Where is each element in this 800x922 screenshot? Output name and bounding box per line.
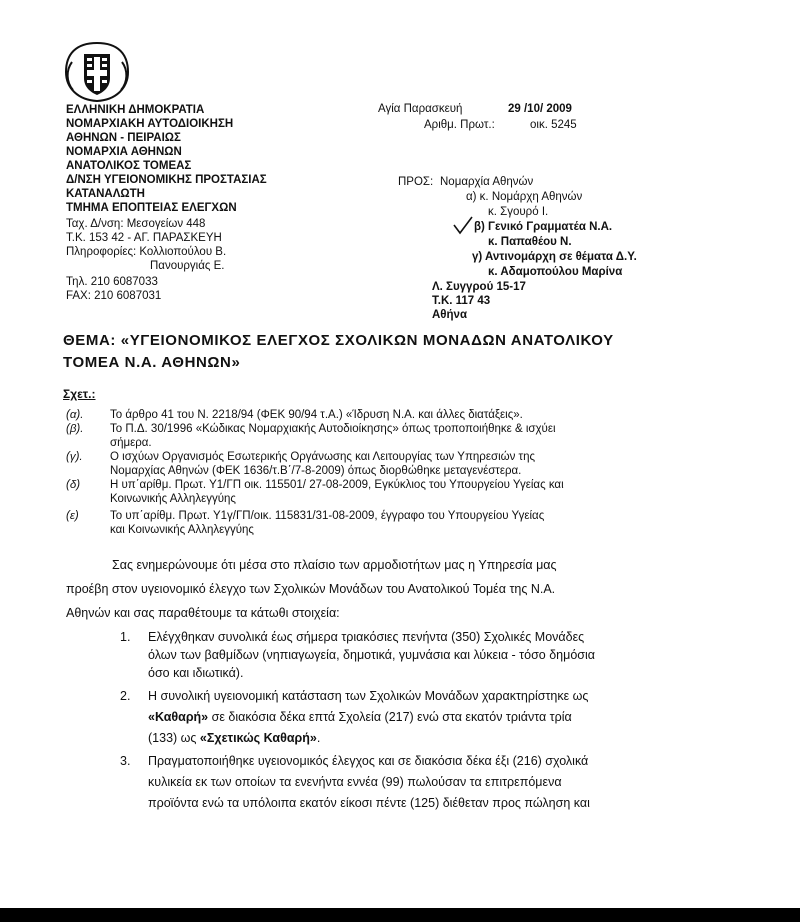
recipient-b: β) Γενικό Γραμματέα Ν.Α.: [474, 221, 613, 233]
sender-line: ΕΛΛΗΝΙΚΗ ΔΗΜΟΚΡΑΤΙΑ: [66, 104, 205, 116]
reference-text: Νομαρχίας Αθηνών (ΦΕΚ 1636/τ.Β΄/7-8-2009) όπως διορθώθηκε μεταγενέστερα.: [110, 465, 522, 477]
reference-text: Κοινωνικής Αλληλεγγύης: [110, 493, 236, 505]
reference-text: σήμερα.: [110, 437, 152, 449]
recipient-c-sub: κ. Αδαμοπούλου Μαρίνα: [488, 266, 623, 278]
subject-line: ΘΕΜΑ: «ΥΓΕΙΟΝΟΜΙΚΟΣ ΕΛΕΓΧΟΣ ΣΧΟΛΙΚΩΝ ΜΟΝΑΔΩΝ ΑΝΑΤΟΛΙΚΟΥ: [63, 332, 614, 349]
reference-text: Το υπ΄αρίθμ. Πρωτ. Υ1γ/ΓΠ/οικ. 115831/31-08-2009, έγγραφο του Υπουργείου Υγείας: [110, 510, 545, 522]
check-mark-icon: [452, 215, 474, 235]
greek-state-emblem: [58, 40, 136, 104]
point-number: 2.: [120, 689, 131, 703]
protocol-number: οικ. 5245: [530, 119, 577, 131]
reference-label: (α).: [66, 409, 84, 421]
sender-tel: Τηλ. 210 6087033: [66, 276, 158, 288]
reference-label: (β).: [66, 423, 84, 435]
recipient-address: Λ. Συγγρού 15-17: [432, 281, 526, 293]
sender-line: ΑΝΑΤΟΛΙΚΟΣ ΤΟΜΕΑΣ: [66, 160, 192, 172]
point-line: Η συνολική υγειονομική κατάσταση των Σχολικών Μονάδων χαρακτηρίστηκε ως: [148, 689, 589, 703]
protocol-label: Αριθμ. Πρωτ.:: [424, 119, 495, 131]
date-place: Αγία Παρασκευή: [378, 103, 463, 115]
reference-text: και Κοινωνικής Αλληλεγγύης: [110, 524, 254, 536]
point-line: [148, 731, 320, 745]
document-date: 29 /10/ 2009: [508, 103, 572, 115]
sender-line: ΝΟΜΑΡΧΙΑ ΑΘΗΝΩΝ: [66, 146, 182, 158]
point-line-text: .: [316, 731, 321, 745]
sender-line: Δ/ΝΣΗ ΥΓΕΙΟΝΟΜΙΚΗΣ ΠΡΟΣΤΑΣΙΑΣ: [66, 174, 267, 186]
reference-label: (γ).: [66, 451, 83, 463]
sender-postal: Τ.Κ. 153 42 - ΑΓ. ΠΑΡΑΣΚΕΥΗ: [66, 232, 222, 244]
reference-item: [66, 451, 706, 479]
reference-text: Το Π.Δ. 30/1996 «Κώδικας Νομαρχιακής Αυτοδιοίκησης» όπως τροποποιήθηκε & ισχύει: [110, 423, 556, 435]
recipient-b-sub: κ. Παπαθέου Ν.: [488, 236, 572, 248]
emphasis-clean: «Καθαρή»: [148, 710, 209, 724]
intro-line: Αθηνών και σας παραθέτουμε τα κάτωθι στοιχεία:: [66, 606, 340, 620]
recipient-postal: Τ.Κ. 117 43: [432, 295, 491, 307]
sender-info-2: Πανουργιάς Ε.: [150, 260, 225, 272]
recipient-org: Νομαρχία Αθηνών: [440, 176, 534, 188]
reference-text: Ο ισχύων Οργανισμός Εσωτερικής Οργάνωσης και Λειτουργίας των Υπηρεσιών της: [110, 451, 536, 463]
point-line: όσο και ιδιωτικά).: [148, 666, 244, 680]
sender-line: ΑΘΗΝΩΝ - ΠΕΙΡΑΙΩΣ: [66, 132, 181, 144]
reference-item: [66, 409, 706, 423]
point-line-text: (133) ως: [148, 731, 200, 745]
subject-line: ΤΟΜΕΑ Ν.Α. ΑΘΗΝΩΝ»: [63, 354, 241, 371]
sender-line: ΚΑΤΑΝΑΛΩΤΗ: [66, 188, 145, 200]
references-title: Σχετ.:: [63, 387, 96, 401]
intro-line: Σας ενημερώνουμε ότι μέσα στο πλαίσιο των αρμοδιοτήτων μας η Υπηρεσία μας: [112, 558, 557, 572]
sender-fax: FAX: 210 6087031: [66, 290, 162, 302]
point-number: 3.: [120, 754, 131, 768]
sender-info: Πληροφορίες: Κολλιοπούλου Β.: [66, 246, 227, 258]
sender-address: Ταχ. Δ/νση: Μεσογείων 448: [66, 218, 206, 230]
reference-label: (ε): [66, 510, 79, 522]
reference-item: [66, 423, 706, 451]
point-line: Ελέγχθηκαν συνολικά έως σήμερα τριακόσιες πενήντα (350) Σχολικές Μονάδες: [148, 630, 585, 644]
reference-text: Η υπ΄αρίθμ. Πρωτ. Υ1/ΓΠ οικ. 115501/ 27-08-2009, Εγκύκλιος του Υπουργείου Υγείας και: [110, 479, 564, 491]
recipient-prefix: ΠΡΟΣ:: [398, 176, 434, 188]
recipient-a: α) κ. Νομάρχη Αθηνών: [466, 191, 583, 203]
reference-item: [66, 510, 706, 538]
reference-item: [66, 479, 706, 507]
recipient-city: Αθήνα: [432, 309, 468, 321]
point-line: όλων των βαθμίδων (νηπιαγωγεία, δημοτικά, γυμνάσια και λύκεια - τόσο δημόσια: [148, 648, 595, 662]
point-line: [148, 710, 572, 724]
recipient-a-sub: κ. Σγουρό Ι.: [488, 206, 549, 218]
point-line: Πραγματοποιήθηκε υγειονομικός έλεγχος και σε διακόσια δέκα έξι (216) σχολικά: [148, 754, 589, 768]
sender-line: ΝΟΜΑΡΧΙΑΚΗ ΑΥΤΟΔΙΟΙΚΗΣΗ: [66, 118, 234, 130]
reference-text: Το άρθρο 41 του Ν. 2218/94 (ΦΕΚ 90/94 τ.Α.) «Ίδρυση Ν.Α. και άλλες διατάξεις».: [110, 409, 523, 421]
point-line: κυλικεία εκ των οποίων τα ενενήντα εννέα (99) πωλούσαν τα επιτρεπόμενα: [148, 775, 562, 789]
emphasis-relatively-clean: «Σχετικώς Καθαρή»: [199, 731, 317, 745]
scan-bottom-edge: [0, 908, 800, 922]
sender-line: ΤΜΗΜΑ ΕΠΟΠΤΕΙΑΣ ΕΛΕΓΧΩΝ: [66, 202, 237, 214]
intro-line: προέβη στον υγειονομικό έλεγχο των Σχολικών Μονάδων του Ανατολικού Τομέα της Ν.Α.: [66, 582, 556, 596]
reference-label: (δ): [66, 479, 81, 491]
point-number: 1.: [120, 630, 131, 644]
point-line-text: σε διακόσια δέκα επτά Σχολεία (217) ενώ στα εκατόν τριάντα τρία: [208, 710, 572, 724]
recipient-c: γ) Αντινομάρχη σε θέματα Δ.Υ.: [472, 251, 637, 263]
point-line: προϊόντα ενώ τα υπόλοιπα εκατόν είκοσι πέντε (125) διέθεταν προς πώληση και: [148, 796, 590, 810]
